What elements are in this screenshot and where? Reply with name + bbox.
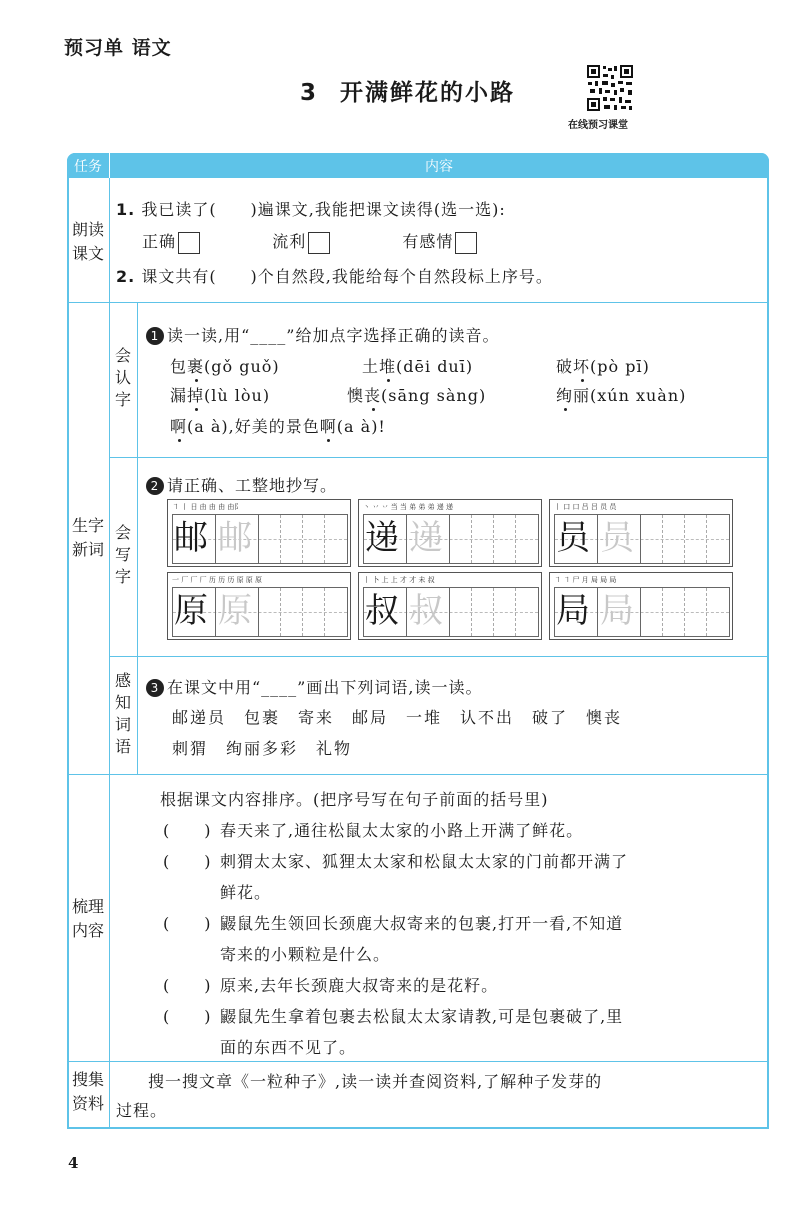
sub-label-write: 会 写 字: [114, 523, 131, 586]
model-character: 员: [556, 518, 590, 558]
sub-row-divider: [109, 656, 769, 657]
lesson-number: 3: [300, 80, 319, 106]
question-number-1: 1: [146, 327, 164, 345]
pinyin-item: 土堆(dēi duī): [362, 357, 474, 376]
sort-sentence-cont: 鲜花。: [220, 883, 272, 902]
sort-blank[interactable]: ( ): [163, 852, 212, 871]
stroke-order: 丨 口 口 吕 吕 员 员: [554, 503, 617, 511]
trace-character: 叔: [409, 591, 443, 631]
checkbox-emotion[interactable]: [455, 232, 477, 254]
stroke-order: ㇕ 丨 日 由 由 由 由阝: [172, 503, 242, 511]
sub-column-divider: [137, 302, 138, 774]
row-label-reading: 朗读 课文: [71, 220, 104, 263]
sort-blank[interactable]: ( ): [163, 914, 212, 933]
row-divider: [67, 1061, 769, 1062]
sub-label-words: 感 知 词 语: [114, 671, 131, 756]
sort-instruction: 根据课文内容排序。(把序号写在句子前面的括号里): [160, 790, 549, 809]
option-emotion: 有感情: [402, 232, 477, 251]
lesson-title: [300, 74, 515, 107]
option-correct: 正确: [142, 232, 200, 251]
writing-card[interactable]: [549, 499, 733, 567]
option-fluent: 流利: [272, 232, 330, 251]
stroke-order: 丶 丷 丷 当 当 弟 弟 弟 递 递: [363, 503, 454, 511]
writing-card[interactable]: [167, 499, 351, 567]
trace-character: 原: [218, 591, 252, 631]
reading-options: [142, 229, 477, 254]
series-title: 预习单 语文: [64, 37, 172, 59]
q-copy-writing: 2 请正确、工整地抄写。: [146, 473, 337, 496]
trace-character: 局: [600, 591, 634, 631]
research-task-line-2: 过程。: [116, 1101, 168, 1120]
page-number: 4: [68, 1154, 79, 1172]
trace-character: 邮: [218, 518, 252, 558]
sort-blank[interactable]: ( ): [163, 821, 212, 840]
question-number-3: 3: [146, 679, 164, 697]
row-label-sort-content: 梳理 内容: [71, 897, 104, 940]
writing-card[interactable]: [549, 572, 733, 640]
sort-sentence-cont: 面的东西不见了。: [220, 1038, 357, 1057]
sort-sentence: 春天来了,通往松鼠太太家的小路上开满了鲜花。: [220, 821, 584, 840]
writing-card[interactable]: [358, 572, 542, 640]
column-divider: [109, 178, 110, 1129]
table-header: [67, 153, 769, 178]
trace-character: 递: [409, 518, 443, 558]
checkbox-fluent[interactable]: [308, 232, 330, 254]
row-divider: [67, 774, 769, 775]
writing-card[interactable]: [358, 499, 542, 567]
sub-label-recognize: 会 认 字: [114, 346, 131, 409]
stroke-order: ㇕ ㇕ 尸 月 局 局 局: [554, 576, 617, 584]
model-character: 递: [365, 518, 399, 558]
research-task-line-1: 搜一搜文章《一粒种子》,读一读并查阅资料,了解种子发芽的: [148, 1072, 603, 1091]
model-character: 邮: [174, 518, 208, 558]
model-character: 叔: [365, 591, 399, 631]
pinyin-item: 懊丧(sāng sàng): [347, 386, 487, 405]
sub-row-divider: [109, 457, 769, 458]
trace-character: 员: [600, 518, 634, 558]
question-number-2: 2: [146, 477, 164, 495]
model-character: 局: [556, 591, 590, 631]
sort-sentence: 鼹鼠先生拿着包裹去松鼠太太家请教,可是包裹破了,里: [220, 1007, 624, 1026]
word-list-line-2: 刺猬 绚丽多彩 礼物: [172, 739, 353, 758]
q-pronunciation: 1 读一读,用“____”给加点字选择正确的读音。: [146, 323, 499, 346]
q-find-words: 3 在课文中用“____”画出下列词语,读一读。: [146, 675, 482, 698]
pinyin-item: 绚丽(xún xuàn): [556, 386, 687, 405]
sort-sentence: 原来,去年长颈鹿大叔寄来的是花籽。: [220, 976, 499, 995]
row-label-new-words: 生字 新词: [71, 516, 104, 559]
col-task-header: 任务: [74, 159, 102, 175]
q2-paragraph-count: 2. 课文共有( )个自然段,我能给每个自然段标上序号。: [116, 267, 553, 286]
sort-sentence: 鼹鼠先生领回长颈鹿大叔寄来的包裹,打开一看,不知道: [220, 914, 624, 933]
col-content-header: 内容: [425, 159, 453, 175]
pinyin-item: 啊(a à),好美的景色啊(a à)!: [170, 417, 386, 436]
qr-code-icon[interactable]: [586, 64, 634, 112]
model-character: 原: [174, 591, 208, 631]
qr-caption: 在线预习课堂: [568, 120, 628, 131]
pinyin-item: 包裹(gǒ guǒ): [170, 357, 280, 376]
sort-blank[interactable]: ( ): [163, 976, 212, 995]
row-divider: [67, 302, 769, 303]
stroke-order: 丨 卜 上 上 才 才 未 叔: [363, 576, 435, 584]
writing-card[interactable]: [167, 572, 351, 640]
stroke-order: 一 厂 厂 厂 历 历 历 原 原 原: [172, 576, 263, 584]
sort-sentence: 刺猬太太家、狐狸太太家和松鼠太太家的门前都开满了: [220, 852, 629, 871]
q1-reading-count: 1. 我已读了( )遍课文,我能把课文读得(选一选):: [116, 200, 506, 219]
sort-sentence-cont: 寄来的小颗粒是什么。: [220, 945, 391, 964]
sort-blank[interactable]: ( ): [163, 1007, 212, 1026]
checkbox-correct[interactable]: [178, 232, 200, 254]
word-list-line-1: 邮递员 包裹 寄来 邮局 一堆 认不出 破了 懊丧: [172, 708, 623, 727]
pinyin-item: 漏掉(lù lòu): [170, 386, 271, 405]
pinyin-item: 破坏(pò pī): [556, 357, 650, 376]
lesson-name: 开满鲜花的小路: [340, 80, 516, 106]
row-label-research: 搜集 资料: [71, 1070, 104, 1113]
